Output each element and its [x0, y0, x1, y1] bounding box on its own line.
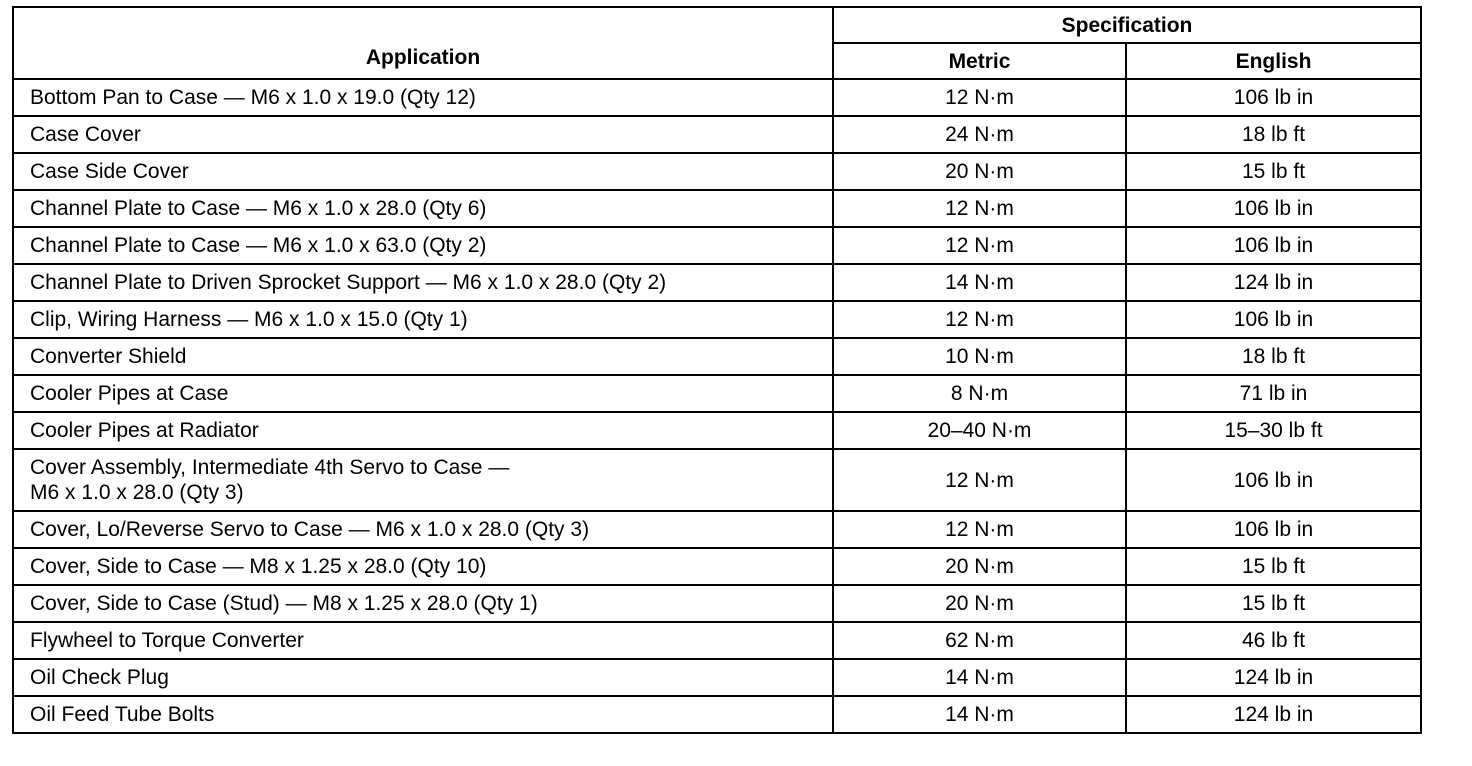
application-cell: Oil Check Plug [13, 659, 833, 696]
metric-cell: 14 N·m [833, 264, 1126, 301]
table-row [13, 375, 1421, 412]
application-cell: Cover, Side to Case — M8 x 1.25 x 28.0 (Qty 10) [13, 548, 833, 585]
metric-cell: 24 N·m [833, 116, 1126, 153]
table-row [13, 338, 1421, 375]
table-row [13, 412, 1421, 449]
metric-cell: 12 N·m [833, 511, 1126, 548]
table-row [13, 153, 1421, 190]
application-column-header: Application [13, 7, 833, 79]
english-cell: 106 lb in [1126, 301, 1421, 338]
metric-cell: 20 N·m [833, 548, 1126, 585]
english-cell: 106 lb in [1126, 79, 1421, 116]
table-row [13, 449, 1421, 511]
table-row [13, 659, 1421, 696]
table-row [13, 622, 1421, 659]
table-row [13, 585, 1421, 622]
english-cell: 15 lb ft [1126, 153, 1421, 190]
application-cell: Case Cover [13, 116, 833, 153]
application-cell [13, 449, 833, 511]
application-cell: Channel Plate to Case — M6 x 1.0 x 63.0 (Qty 2) [13, 227, 833, 264]
application-cell: Cover, Lo/Reverse Servo to Case — M6 x 1.0 x 28.0 (Qty 3) [13, 511, 833, 548]
english-cell: 15 lb ft [1126, 585, 1421, 622]
english-cell: 18 lb ft [1126, 116, 1421, 153]
application-cell: Channel Plate to Driven Sprocket Support — M6 x 1.0 x 28.0 (Qty 2) [13, 264, 833, 301]
english-cell: 106 lb in [1126, 227, 1421, 264]
metric-cell: 12 N·m [833, 449, 1126, 511]
english-cell: 106 lb in [1126, 449, 1421, 511]
table-row [13, 548, 1421, 585]
metric-cell: 12 N·m [833, 227, 1126, 264]
specification-column-header: Specification [833, 7, 1421, 43]
metric-cell: 8 N·m [833, 375, 1126, 412]
application-cell: Cooler Pipes at Radiator [13, 412, 833, 449]
metric-cell: 20–40 N·m [833, 412, 1126, 449]
metric-cell: 12 N·m [833, 301, 1126, 338]
metric-column-header: Metric [833, 43, 1126, 79]
application-cell: Cover, Side to Case (Stud) — M8 x 1.25 x 28.0 (Qty 1) [13, 585, 833, 622]
metric-cell: 62 N·m [833, 622, 1126, 659]
torque-spec-table [12, 6, 1422, 734]
english-cell: 18 lb ft [1126, 338, 1421, 375]
table-row [13, 301, 1421, 338]
table-row [13, 511, 1421, 548]
table-row [13, 79, 1421, 116]
application-cell-line-2: M6 x 1.0 x 28.0 (Qty 3) [30, 481, 244, 504]
english-cell: 124 lb in [1126, 264, 1421, 301]
english-column-header: English [1126, 43, 1421, 79]
application-cell: Bottom Pan to Case — M6 x 1.0 x 19.0 (Qty 12) [13, 79, 833, 116]
english-cell: 106 lb in [1126, 511, 1421, 548]
application-cell: Oil Feed Tube Bolts [13, 696, 833, 733]
english-cell: 106 lb in [1126, 190, 1421, 227]
metric-cell: 20 N·m [833, 153, 1126, 190]
english-cell: 15 lb ft [1126, 548, 1421, 585]
application-cell: Case Side Cover [13, 153, 833, 190]
metric-cell: 12 N·m [833, 190, 1126, 227]
metric-cell: 14 N·m [833, 696, 1126, 733]
table-row [13, 264, 1421, 301]
english-cell: 71 lb in [1126, 375, 1421, 412]
application-cell: Flywheel to Torque Converter [13, 622, 833, 659]
application-cell: Cooler Pipes at Case [13, 375, 833, 412]
english-cell: 124 lb in [1126, 696, 1421, 733]
metric-cell: 20 N·m [833, 585, 1126, 622]
english-cell: 46 lb ft [1126, 622, 1421, 659]
table-row [13, 190, 1421, 227]
metric-cell: 14 N·m [833, 659, 1126, 696]
table-row [13, 116, 1421, 153]
table-header-row [13, 7, 1421, 43]
english-cell: 124 lb in [1126, 659, 1421, 696]
application-cell: Converter Shield [13, 338, 833, 375]
table-row [13, 227, 1421, 264]
english-cell: 15–30 lb ft [1126, 412, 1421, 449]
application-cell: Clip, Wiring Harness — M6 x 1.0 x 15.0 (Qty 1) [13, 301, 833, 338]
application-cell-line-1: Cover Assembly, Intermediate 4th Servo to Case — [30, 456, 510, 479]
metric-cell: 12 N·m [833, 79, 1126, 116]
metric-cell: 10 N·m [833, 338, 1126, 375]
application-cell: Channel Plate to Case — M6 x 1.0 x 28.0 (Qty 6) [13, 190, 833, 227]
table-row [13, 696, 1421, 733]
